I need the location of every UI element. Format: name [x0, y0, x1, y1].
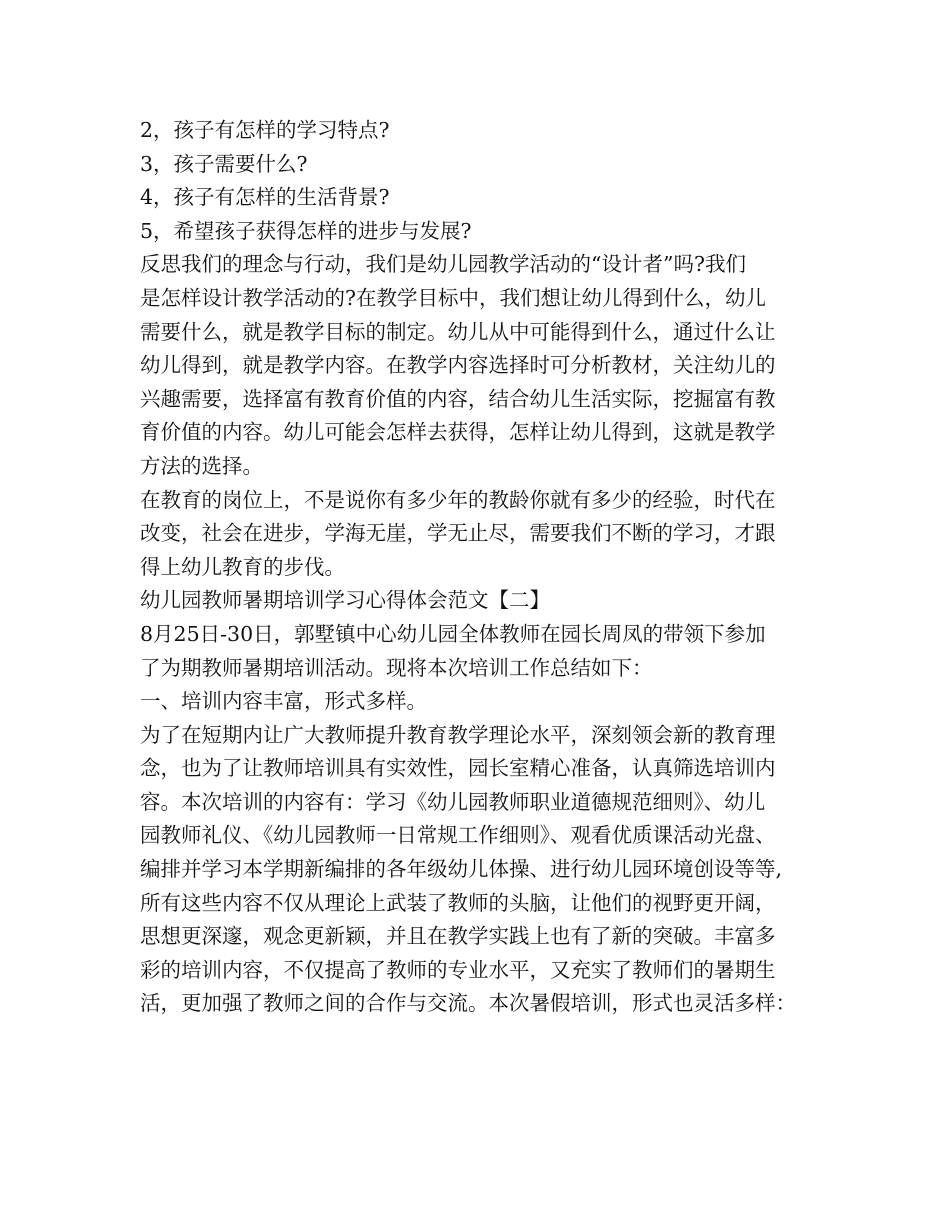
text-line: 了为期教师暑期培训活动。现将本次培训工作总结如下： — [140, 655, 653, 680]
text-line: 彩的培训内容，不仅提高了教师的专业水平，又充实了教师们的暑期生 — [140, 957, 776, 982]
text-line: 编排并学习本学期新编排的各年级幼儿体操、进行幼儿园环境创设等等, — [140, 857, 783, 882]
text-line: 念，也为了让教师培训具有实效性，园长室精心准备，认真筛选培训内 — [140, 756, 776, 781]
text-line: 兴趣需要，选择富有教育价值的内容，结合幼儿生活实际，挖掘富有教 — [140, 386, 776, 411]
text-line: 园教师礼仪、《幼儿园教师一日常规工作细则》、观看优质课活动光盘、 — [140, 823, 776, 848]
text-line: 3，孩子需要什么? — [140, 151, 308, 176]
section-heading: 幼儿园教师暑期培训学习心得体会范文【二】 — [140, 588, 550, 613]
text-line: 4，孩子有怎样的生活背景? — [140, 185, 390, 210]
text-line: 容。本次培训的内容有：学习《幼儿园教师职业道德规范细则》、幼儿 — [140, 789, 766, 814]
text-line: 所有这些内容不仅从理论上武装了教师的头脑，让他们的视野更开阔， — [140, 890, 776, 915]
text-line: 方法的选择。 — [140, 453, 263, 478]
text-line: 反思我们的理念与行动，我们是幼儿园教学活动的“设计者”吗?我们 — [140, 252, 746, 277]
text-line: 是怎样设计教学活动的?在教学目标中，我们想让幼儿得到什么，幼儿 — [140, 285, 766, 310]
text-line: 活，更加强了教师之间的合作与交流。本次暑假培训，形式也灵活多样： — [140, 991, 796, 1016]
text-line: 思想更深邃，观念更新颖，并且在教学实践上也有了新的突破。丰富多 — [140, 924, 776, 949]
text-line: 为了在短期内让广大教师提升教育教学理论水平，深刻领会新的教育理 — [140, 722, 776, 747]
subsection-heading: 一、培训内容丰富，形式多样。 — [140, 689, 427, 714]
document-body — [140, 114, 830, 1021]
text-line: 需要什么，就是教学目标的制定。幼儿从中可能得到什么，通过什么让 — [140, 319, 776, 344]
text-line: 2，孩子有怎样的学习特点? — [140, 118, 390, 142]
text-line: 幼儿得到，就是教学内容。在教学内容选择时可分析教材，关注幼儿的 — [140, 353, 776, 378]
text-line: 得上幼儿教育的步伐。 — [140, 554, 345, 579]
text-line: 5，希望孩子获得怎样的进步与发展? — [140, 218, 472, 243]
text-line: 8月25日-30日，郭墅镇中心幼儿园全体教师在园长周凤的带领下参加 — [140, 621, 766, 646]
text-line: 改变，社会在进步，学海无崖，学无止尽，需要我们不断的学习，才跟 — [140, 521, 776, 546]
text-line: 在教育的岗位上，不是说你有多少年的教龄你就有多少的经验，时代在 — [140, 487, 776, 512]
text-line: 育价值的内容。幼儿可能会怎样去获得，怎样让幼儿得到，这就是教学 — [140, 420, 776, 445]
